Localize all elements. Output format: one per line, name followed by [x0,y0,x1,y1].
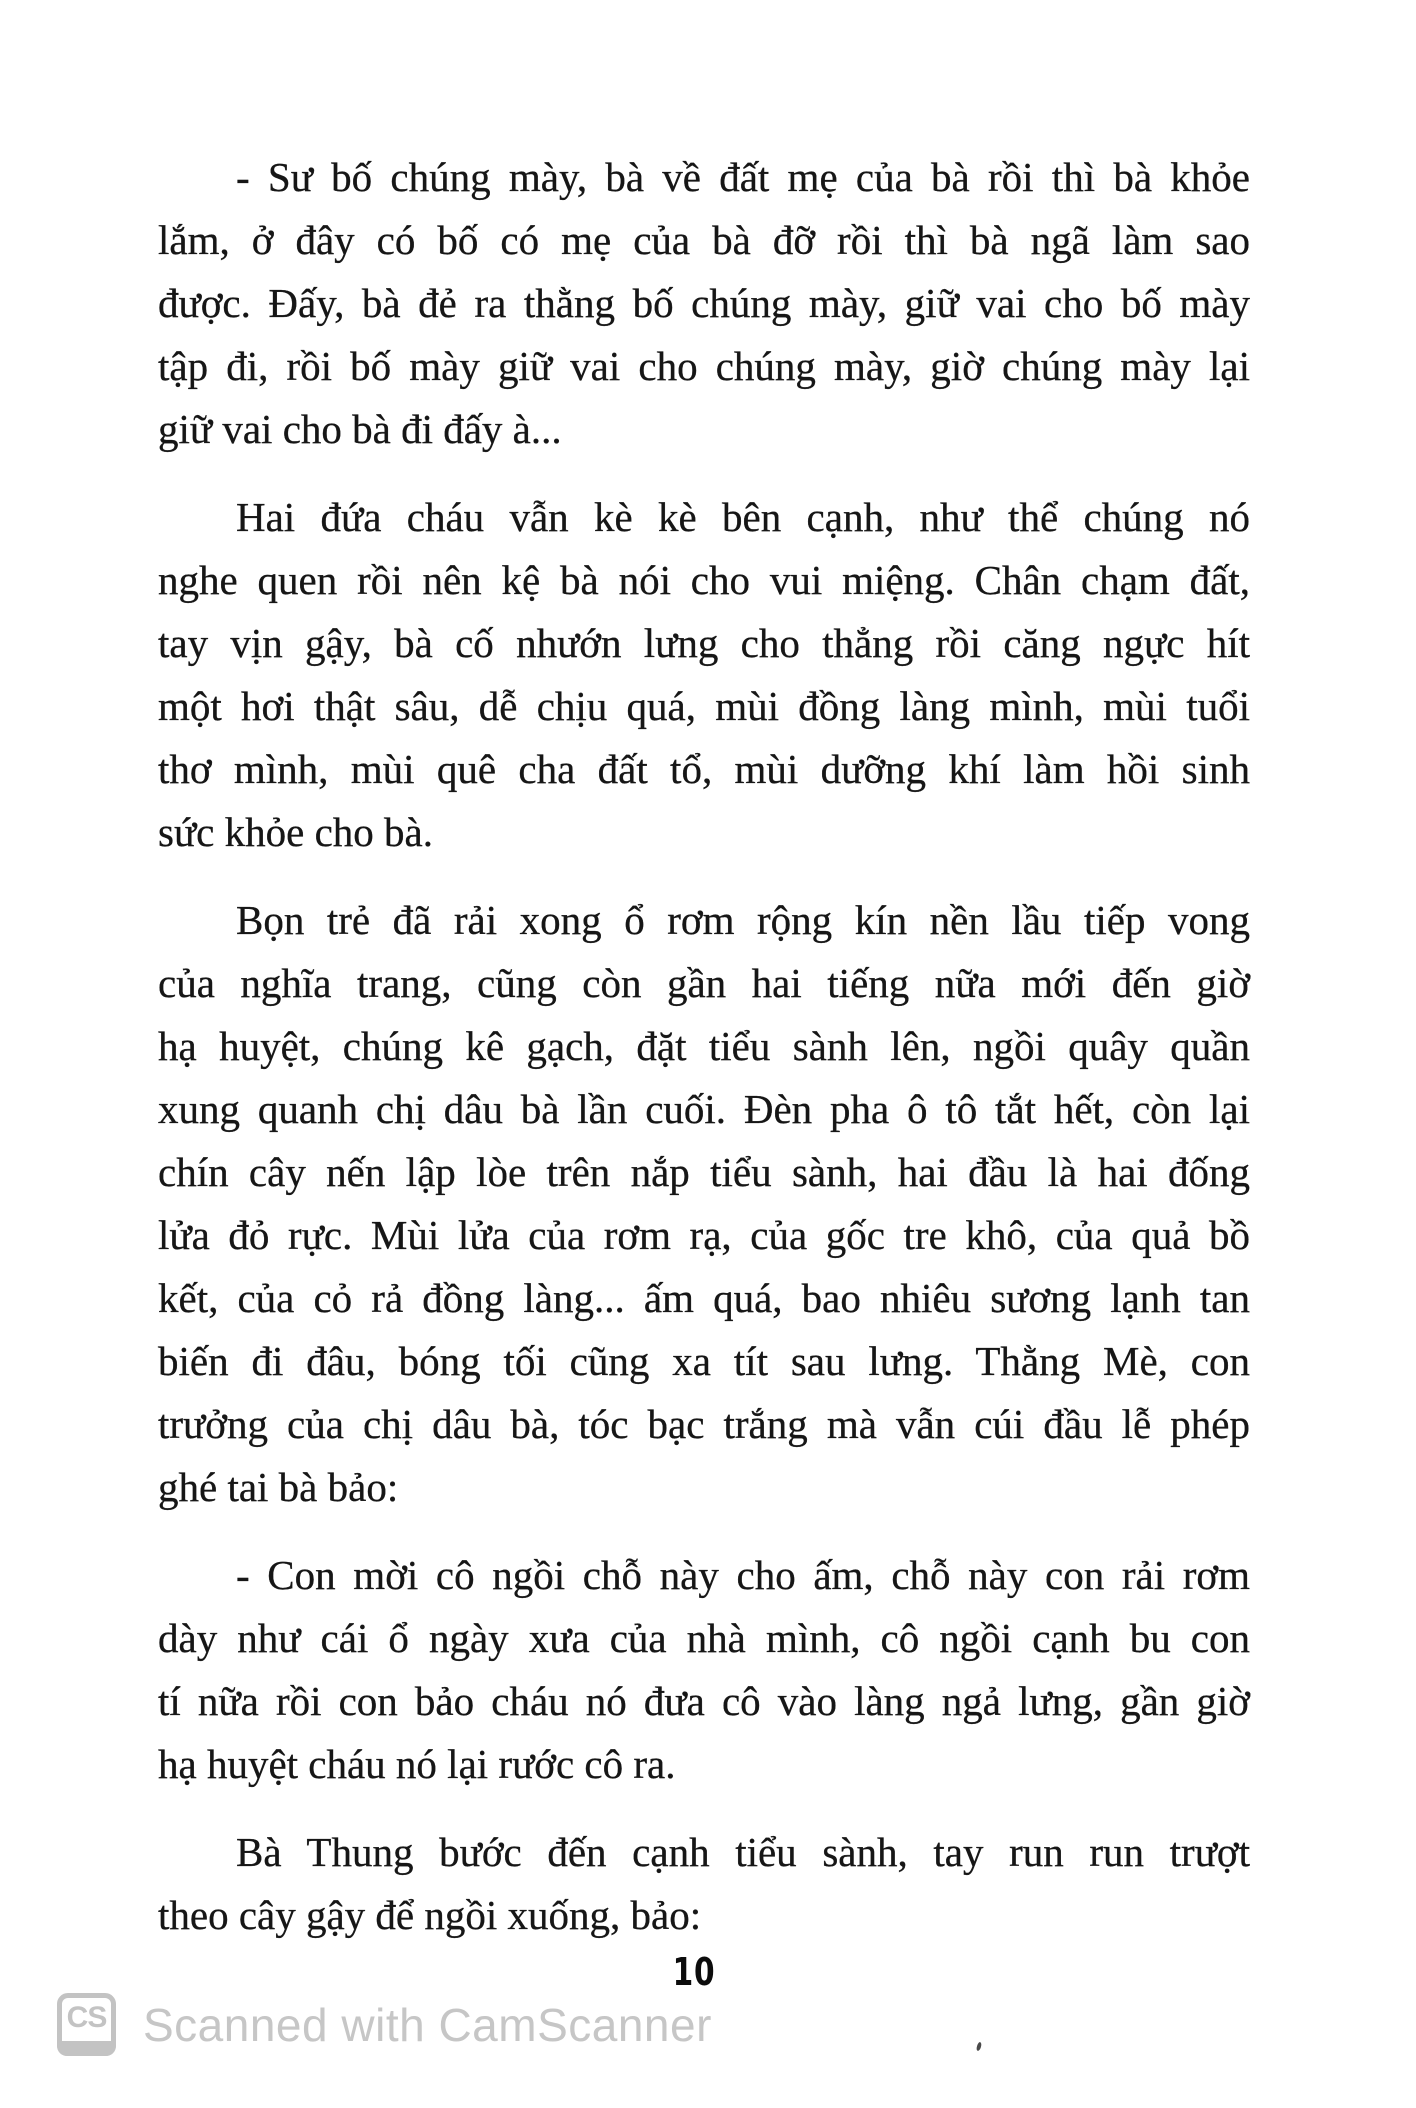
text-line: hạ huyệt cháu nó lại rước cô ra. [158,1741,676,1787]
paragraph [158,1821,1250,1947]
text-line: Bà Thung bước đến cạnh tiểu sành, tay run run trượt [236,1829,1250,1875]
text-block [158,146,1250,1947]
scan-speck [976,2042,983,2052]
text-line: tí nữa rồi con bảo cháu nó đưa cô vào làng ngả lưng, gần giờ [158,1678,1250,1724]
text-line: trưởng của chị dâu bà, tóc bạc trắng mà vẫn cúi đầu lễ phép [158,1401,1250,1447]
text-line: ghé tai bà bảo: [158,1464,399,1510]
text-line: dày như cái ổ ngày xưa của nhà mình, cô ngồi cạnh bu con [158,1615,1250,1661]
text-line: Bọn trẻ đã rải xong ổ rơm rộng kín nền lầu tiếp vong [236,897,1250,943]
text-line: tay vịn gậy, bà cố nhướn lưng cho thẳng rồi căng ngực hít [158,620,1250,666]
camscanner-watermark-text: Scanned with CamScanner [143,1998,712,2051]
text-line: - Sư bố chúng mày, bà về đất mẹ của bà rồi thì bà khỏe [236,154,1250,200]
text-line: kết, của cỏ rả đồng làng... ấm quá, bao nhiêu sương lạnh tan [158,1275,1250,1321]
text-line: hạ huyệt, chúng kê gạch, đặt tiểu sành lên, ngồi quây quần [158,1023,1250,1069]
paragraph [158,1544,1250,1796]
text-line: chín cây nến lập lòe trên nắp tiểu sành, hai đầu là hai đống [158,1149,1250,1195]
page-number: 10 [672,1950,716,1994]
text-line: của nghĩa trang, cũng còn gần hai tiếng nữa mới đến giờ [158,960,1250,1006]
text-line: một hơi thật sâu, dễ chịu quá, mùi đồng làng mình, mùi tuổi [158,683,1250,729]
camscanner-logo-scanbed [57,2041,116,2056]
text-line: - Con mời cô ngồi chỗ này cho ấm, chỗ này con rải rơm [236,1552,1250,1598]
text-line: theo cây gậy để ngồi xuống, bảo: [158,1892,702,1938]
paragraph [158,146,1250,461]
text-line: tập đi, rồi bố mày giữ vai cho chúng mày, giờ chúng mày lại [158,343,1250,389]
camscanner-watermark [57,1993,712,2056]
text-line: biến đi đâu, bóng tối cũng xa tít sau lưng. Thằng Mè, con [158,1338,1250,1384]
paragraph [158,486,1250,864]
camscanner-logo-icon [57,1993,116,2056]
text-line: được. Đấy, bà đẻ ra thằng bố chúng mày, giữ vai cho bố mày [158,280,1250,326]
text-line: lắm, ở đây có bố có mẹ của bà đỡ rồi thì bà ngã làm sao [158,217,1250,263]
text-line: sức khỏe cho bà. [158,809,433,855]
text-line: giữ vai cho bà đi đấy à... [158,406,562,452]
text-line: thơ mình, mùi quê cha đất tổ, mùi dưỡng khí làm hồi sinh [158,746,1250,792]
paragraph [158,889,1250,1519]
text-line: xung quanh chị dâu bà lần cuối. Đèn pha ô tô tắt hết, còn lại [158,1086,1250,1132]
text-line: lửa đỏ rực. Mùi lửa của rơm rạ, của gốc tre khô, của quả bồ [158,1212,1250,1258]
text-line: Hai đứa cháu vẫn kè kè bên cạnh, như thể chúng nó [236,494,1250,540]
camscanner-logo-letters: CS [66,2001,107,2034]
text-line: nghe quen rồi nên kệ bà nói cho vui miệng. Chân chạm đất, [158,557,1250,603]
